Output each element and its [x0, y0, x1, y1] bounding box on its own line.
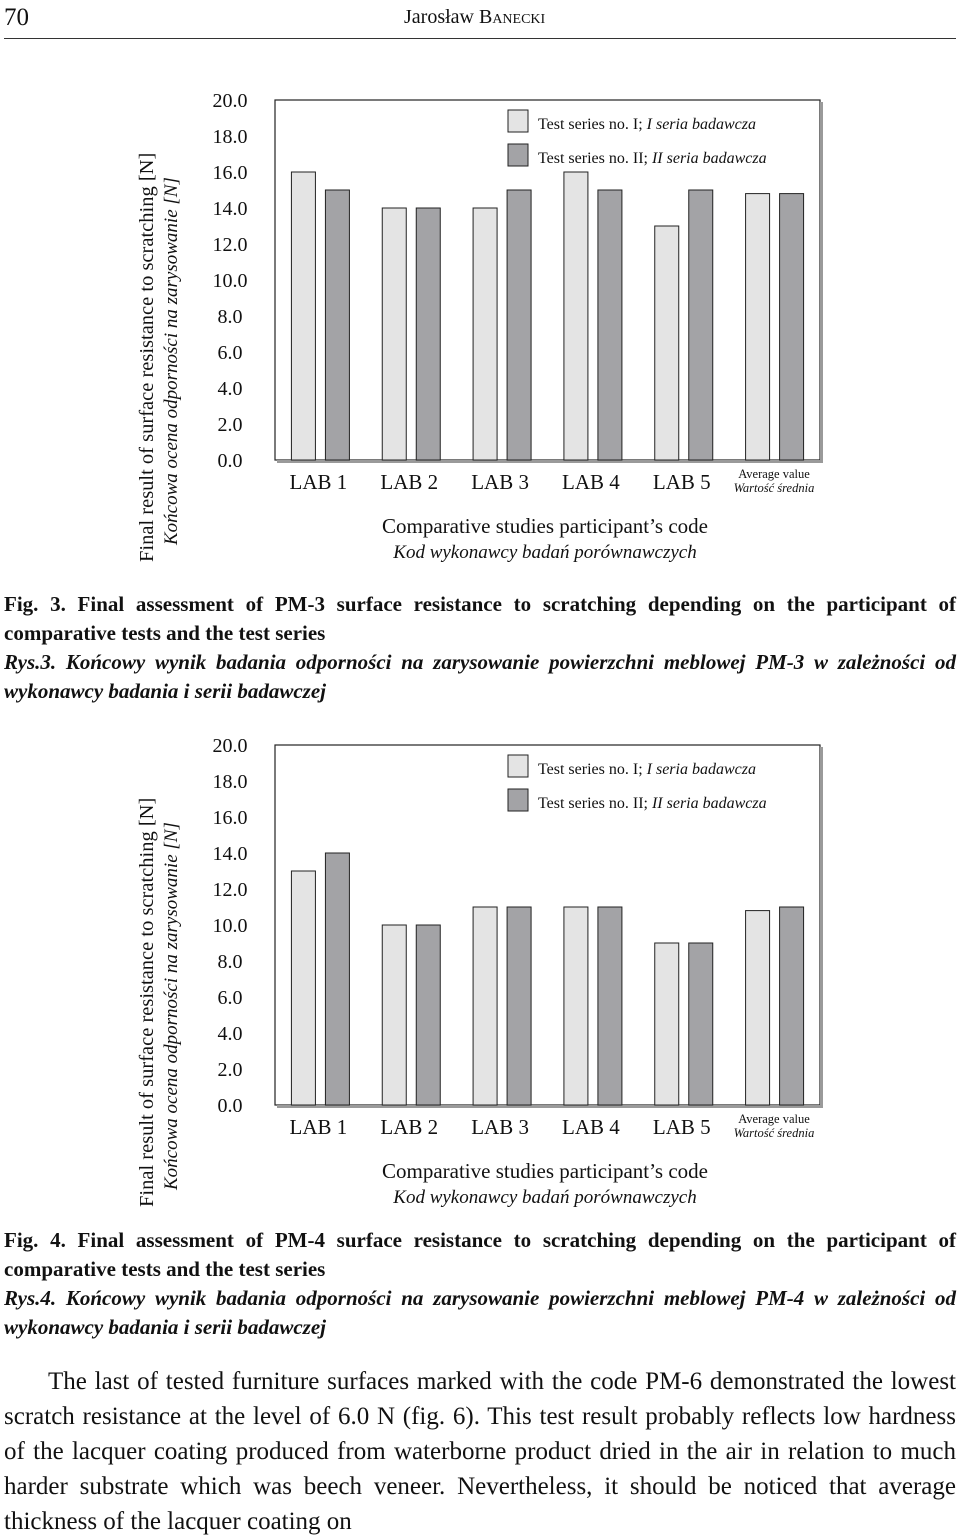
- legend-label-series-1-pl: I seria badawcza: [646, 761, 756, 778]
- x-category-label: LAB 2: [380, 1115, 439, 1139]
- bar-series-2: [598, 190, 622, 460]
- legend-label-series-1: [538, 116, 756, 133]
- bar-series-1: [291, 871, 315, 1105]
- legend-label-series-2-en: Test series no. II;: [538, 795, 652, 812]
- figure-3: [0, 70, 960, 570]
- y-tick-label: 0.0: [217, 450, 243, 472]
- x-category-label: LAB 3: [471, 470, 529, 494]
- bar-series-2: [598, 907, 622, 1105]
- legend-swatch-series-2: [508, 789, 528, 811]
- header-rule: [4, 38, 956, 39]
- caption-en: Fig. 3. Final assessment of PM-3 surface resistance to scratching depending on the participant of comparative tests and the test series: [4, 592, 956, 645]
- legend-label-series-1: [538, 761, 756, 778]
- y-tick-label: 20.0: [212, 735, 248, 757]
- bar-series-2: [507, 907, 531, 1105]
- x-category-labels: [290, 1115, 711, 1139]
- x-axis-label: Comparative studies participant’s code: [382, 1159, 708, 1183]
- average-label-en: Average value: [738, 1112, 810, 1126]
- figure-4-chart: [0, 715, 960, 1215]
- x-category-label: LAB 2: [380, 470, 439, 494]
- average-label-en: Average value: [738, 467, 810, 481]
- bar-series-2: [780, 194, 804, 460]
- bar-series-2: [689, 943, 713, 1105]
- y-tick-label: 4.0: [217, 1023, 243, 1045]
- plot-frame-shadow-bottom: [277, 460, 823, 463]
- bar-series-2: [325, 190, 349, 460]
- y-tick-label: 16.0: [212, 162, 248, 184]
- page-number: 70: [4, 4, 29, 31]
- y-tick-label: 8.0: [217, 951, 243, 973]
- bar-series-1: [564, 172, 588, 460]
- x-axis-label-pl: Kod wykonawcy badań porównawczych: [393, 542, 697, 563]
- legend-label-series-1-en: Test series no. I;: [538, 761, 647, 778]
- x-category-label: LAB 4: [562, 470, 620, 494]
- bar-series-2: [689, 190, 713, 460]
- x-axis-label: Comparative studies participant’s code: [382, 514, 708, 538]
- legend-label-series-2-en: Test series no. II;: [538, 150, 652, 167]
- x-category-label: LAB 5: [652, 470, 711, 494]
- legend-label-series-2: [538, 795, 767, 812]
- figure-3-caption: [4, 590, 956, 706]
- bar-series-1: [473, 907, 497, 1105]
- y-tick-label: 4.0: [217, 378, 243, 400]
- legend-swatch-series-2: [508, 144, 528, 166]
- y-tick-label: 16.0: [212, 807, 248, 829]
- caption-en: Fig. 4. Final assessment of PM-4 surface resistance to scratching depending on the participant of comparative tests and the test series: [4, 1228, 956, 1281]
- bar-series-2: [325, 853, 349, 1105]
- y-tick-label: 2.0: [217, 1059, 243, 1081]
- author-first-name: Jarosław: [404, 6, 474, 28]
- legend-label-series-1-pl: I seria badawcza: [646, 116, 756, 133]
- author-last-name: Banecki: [478, 6, 546, 28]
- bar-series-1: [382, 925, 406, 1105]
- y-tick-label: 10.0: [212, 270, 248, 292]
- y-tick-labels: [213, 90, 248, 472]
- y-tick-label: 6.0: [217, 342, 243, 364]
- y-axis-label-pl: Końcowa ocena odporności na zarysowanie [N]: [161, 177, 182, 545]
- legend-swatch-series-1: [508, 755, 528, 777]
- average-label-pl: Wartość średnia: [733, 481, 815, 495]
- bar-series-1: [291, 172, 315, 460]
- legend-label-series-2: [538, 150, 767, 167]
- bar-series-1: [564, 907, 588, 1105]
- x-category-label: LAB 5: [652, 1115, 711, 1139]
- bar-series-2: [780, 907, 804, 1105]
- y-tick-label: 18.0: [212, 771, 248, 793]
- y-tick-labels: [213, 735, 248, 1117]
- y-tick-label: 2.0: [217, 414, 243, 436]
- bar-series-1: [655, 943, 679, 1105]
- caption-pl: Rys.3. Końcowy wynik badania odporności na zarysowanie powierzchni meblowej PM-3 w zależności od wykonawcy badania i serii badawczej: [4, 650, 956, 703]
- y-axis-label-pl: Końcowa ocena odporności na zarysowanie [N]: [161, 822, 182, 1190]
- bar-series-1: [746, 911, 770, 1105]
- legend-label-series-2-pl: II seria badawcza: [651, 150, 767, 167]
- x-category-label: LAB 4: [562, 1115, 620, 1139]
- x-category-label: LAB 3: [471, 1115, 529, 1139]
- bar-series-1: [473, 208, 497, 460]
- y-tick-label: 0.0: [217, 1095, 243, 1117]
- y-tick-label: 6.0: [217, 987, 243, 1009]
- figure-4: [0, 715, 960, 1215]
- average-label-pl: Wartość średnia: [733, 1126, 815, 1140]
- bar-series-2: [507, 190, 531, 460]
- figure-4-caption: [4, 1226, 956, 1342]
- y-tick-label: 14.0: [212, 843, 248, 865]
- y-tick-label: 12.0: [212, 234, 248, 256]
- running-head: [404, 6, 545, 29]
- plot-frame-shadow-bottom: [277, 1105, 823, 1108]
- y-axis-label: Final result of surface resistance to scratching [N]: [136, 152, 158, 562]
- y-tick-label: 10.0: [212, 915, 248, 937]
- bar-series-2: [416, 925, 440, 1105]
- figure-3-chart: [0, 70, 960, 570]
- page-header: [0, 0, 960, 42]
- y-tick-label: 18.0: [212, 126, 248, 148]
- x-category-label: LAB 1: [289, 1115, 348, 1139]
- x-axis-label-pl: Kod wykonawcy badań porównawczych: [393, 1187, 697, 1208]
- x-category-label: LAB 1: [289, 470, 348, 494]
- legend-swatch-series-1: [508, 110, 528, 132]
- y-axis-label: Final result of surface resistance to scratching [N]: [136, 797, 158, 1207]
- bar-series-2: [416, 208, 440, 460]
- x-category-labels: [290, 470, 711, 494]
- legend-label-series-1-en: Test series no. I;: [538, 116, 647, 133]
- plot-frame-shadow-right: [820, 102, 823, 463]
- y-tick-label: 8.0: [217, 306, 243, 328]
- y-tick-label: 20.0: [212, 90, 248, 112]
- y-tick-label: 14.0: [212, 198, 248, 220]
- plot-frame-shadow-right: [820, 747, 823, 1108]
- legend-label-series-2-pl: II seria badawcza: [651, 795, 767, 812]
- body-text: [4, 1364, 956, 1539]
- body-paragraph: The last of tested furniture surfaces marked with the code PM-6 demonstrated the lowest scratch resistance at the level of 6.0 N (fig. 6). This test result probably reflects low hardness of the lacquer coating produced from waterborne product dried in the air in relation to much harder substrate which was beech veneer. Nevertheless, it should be noticed that average thickness of the lacquer coating on: [4, 1368, 956, 1535]
- bar-series-1: [382, 208, 406, 460]
- y-tick-label: 12.0: [212, 879, 248, 901]
- bar-series-1: [746, 194, 770, 460]
- bar-series-1: [655, 226, 679, 460]
- caption-pl: Rys.4. Końcowy wynik badania odporności na zarysowanie powierzchni meblowej PM-4 w zależności od wykonawcy badania i serii badawczej: [4, 1286, 956, 1339]
